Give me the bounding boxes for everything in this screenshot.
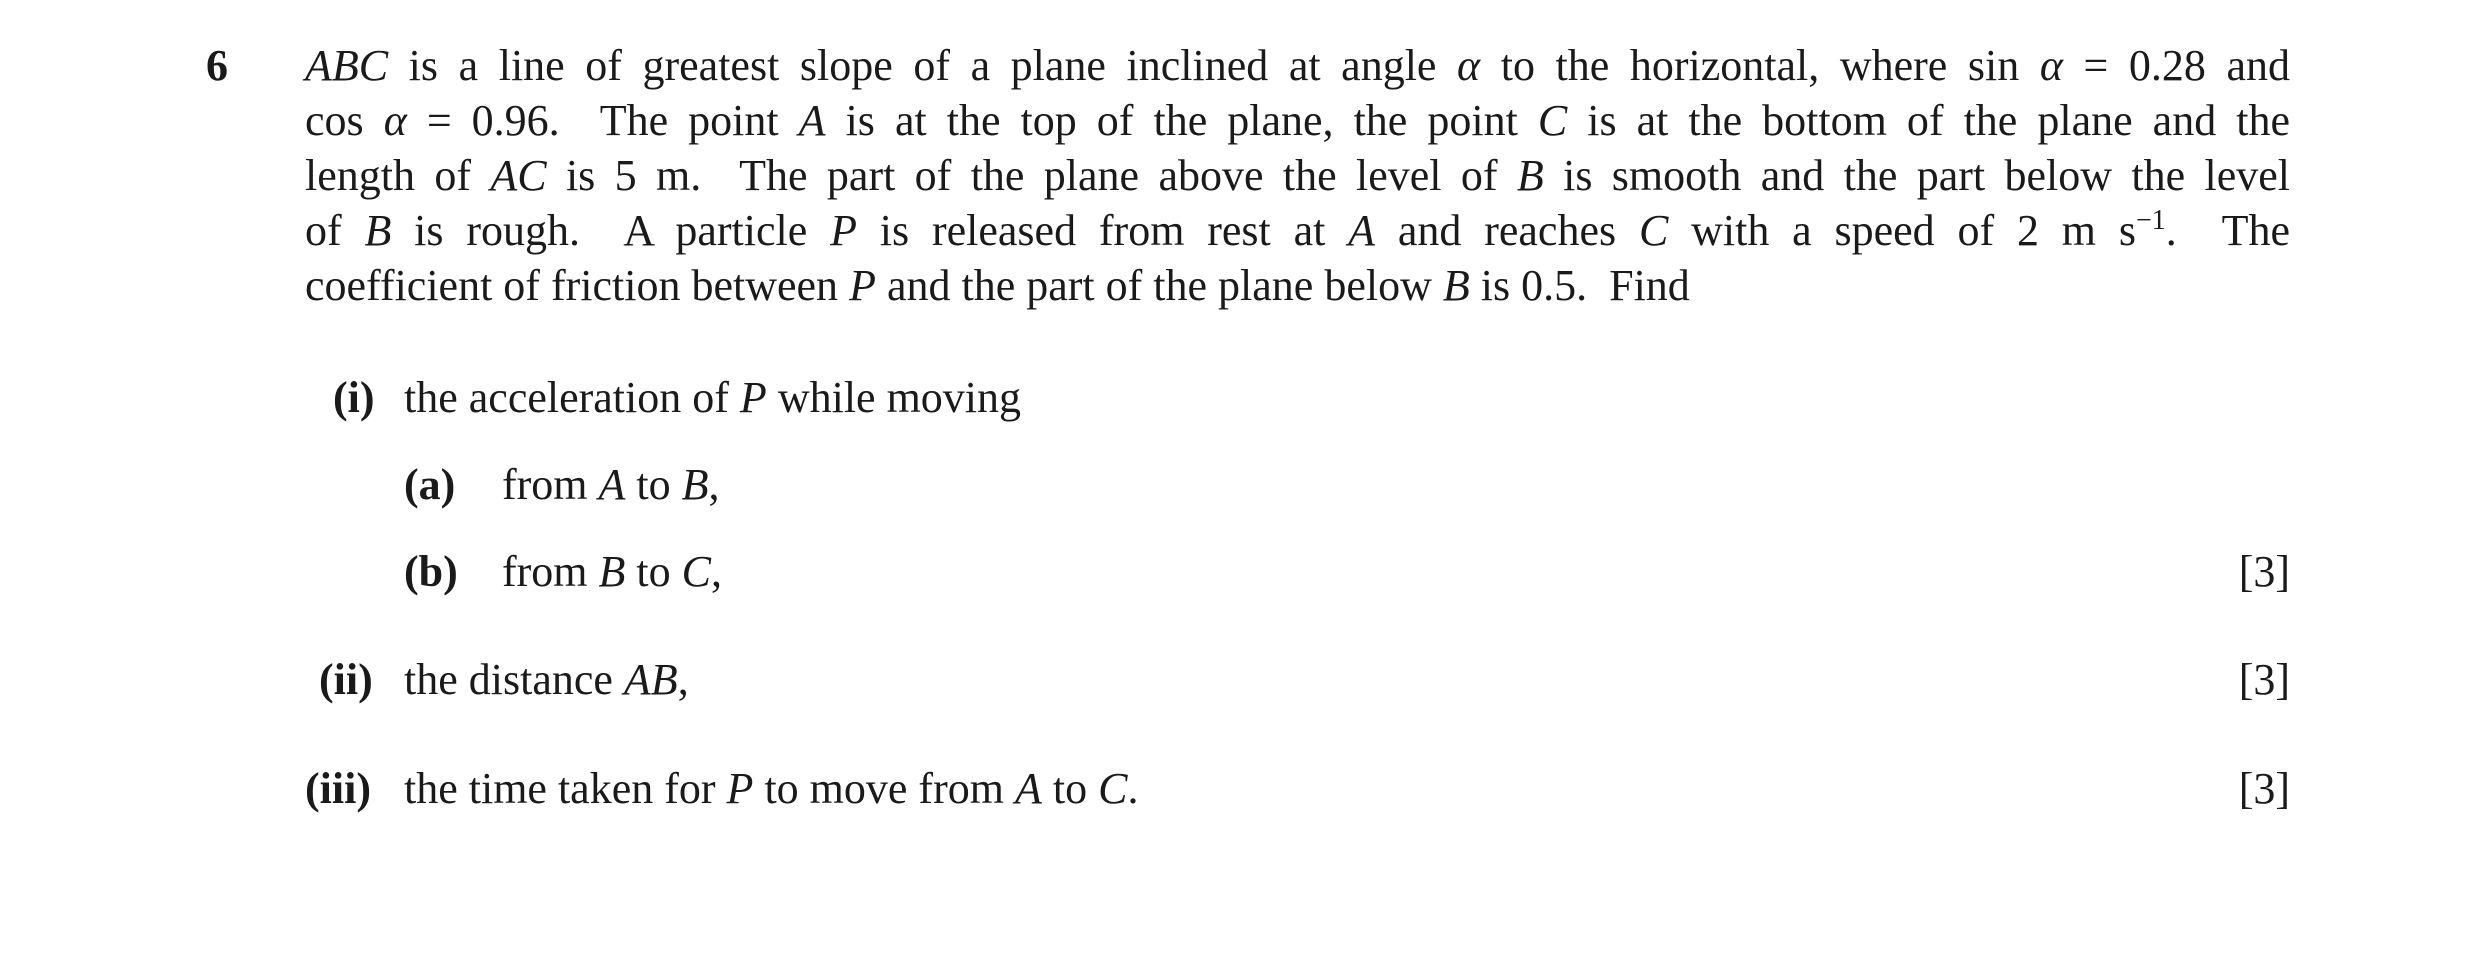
stem-line-2 xyxy=(305,93,2290,148)
stem-text: to the horizontal, where sin xyxy=(1480,41,2040,90)
part-text: to xyxy=(625,460,682,509)
stem-text: . The xyxy=(2165,206,2290,255)
part-text: while moving xyxy=(766,373,1022,422)
stem-text: and reaches xyxy=(1375,206,1639,255)
stem-text: B xyxy=(1516,151,1544,200)
part-text: the distance xyxy=(404,655,624,704)
question-number: 6 xyxy=(206,41,228,90)
stem-text: is rough. A particle xyxy=(391,206,831,255)
part-text: to xyxy=(1041,764,1099,813)
stem-text: is 0.5. Find xyxy=(1469,261,1690,310)
stem-text: and the part of the plane below xyxy=(875,261,1443,310)
stem-text: ABC xyxy=(305,41,389,90)
stem-text: C xyxy=(1537,96,1568,145)
subpart-label-a: (a) xyxy=(404,460,456,509)
part-text: A xyxy=(1014,764,1042,813)
part-label-iii: (iii) xyxy=(305,764,371,813)
part-text: , xyxy=(708,460,720,509)
stem-line-3 xyxy=(305,148,2290,203)
part-text: A xyxy=(598,460,626,509)
stem-text: is at the bottom of the plane and the xyxy=(1567,96,2290,145)
part-text: the acceleration of xyxy=(404,373,740,422)
part-text: B xyxy=(681,460,709,509)
stem-text: A xyxy=(1348,206,1376,255)
stem-text: is 5 m. The part of the plane above the level of xyxy=(546,151,1517,200)
stem-text: α xyxy=(1457,41,1481,90)
part-label-i: (i) xyxy=(333,373,375,422)
stem-text: cos xyxy=(305,96,384,145)
stem-line-5 xyxy=(305,258,2290,313)
stem-text: = 0.28 and xyxy=(2062,41,2291,90)
stem-text: α xyxy=(2039,41,2063,90)
stem-text: length of xyxy=(305,151,491,200)
stem-text: with a speed of 2 m s xyxy=(1668,206,2136,255)
subpart-text-a xyxy=(502,457,720,512)
stem-text: = 0.96. The point xyxy=(406,96,799,145)
stem-line-4 xyxy=(305,203,2290,258)
part-text: C xyxy=(1098,764,1128,813)
stem-text: B xyxy=(364,206,392,255)
stem-text: C xyxy=(1638,206,1669,255)
stem-text: is a line of greatest slope of a plane inclined at angle xyxy=(388,41,1458,90)
part-text: , xyxy=(711,547,723,596)
subpart-label-b: (b) xyxy=(404,547,458,596)
stem-text: of xyxy=(305,206,365,255)
part-text-iii xyxy=(404,761,1138,816)
part-text: from xyxy=(502,460,599,509)
stem-text: P xyxy=(830,206,857,255)
question-stem xyxy=(305,38,2290,313)
part-text: the time taken for xyxy=(404,764,727,813)
part-text: . xyxy=(1127,764,1139,813)
stem-text: B xyxy=(1442,261,1470,310)
part-text-ii xyxy=(404,652,689,707)
part-text: AB xyxy=(623,655,678,704)
part-text: P xyxy=(739,373,767,422)
stem-text: A xyxy=(798,96,826,145)
marks-i: [3] xyxy=(2238,547,2290,596)
part-text: B xyxy=(598,547,626,596)
superscript: −1 xyxy=(2135,205,2166,236)
part-text: P xyxy=(726,764,754,813)
marks-iii: [3] xyxy=(2238,764,2290,813)
stem-text: is smooth and the part below the level xyxy=(1543,151,2290,200)
part-label-ii: (ii) xyxy=(319,655,373,704)
stem-text: AC xyxy=(490,151,547,200)
part-text: to xyxy=(625,547,682,596)
part-text: C xyxy=(681,547,712,596)
stem-line-1 xyxy=(305,38,2290,93)
part-text-i xyxy=(404,370,1021,425)
stem-text: P xyxy=(849,261,876,310)
marks-ii: [3] xyxy=(2238,655,2290,704)
subpart-text-b xyxy=(502,544,722,599)
part-text: to move from xyxy=(753,764,1015,813)
part-text: , xyxy=(677,655,689,704)
part-text: from xyxy=(502,547,599,596)
stem-text: is released from rest at xyxy=(856,206,1349,255)
stem-text: coefficient of friction between xyxy=(305,261,850,310)
stem-text: α xyxy=(383,96,407,145)
stem-text: is at the top of the plane, the point xyxy=(825,96,1538,145)
